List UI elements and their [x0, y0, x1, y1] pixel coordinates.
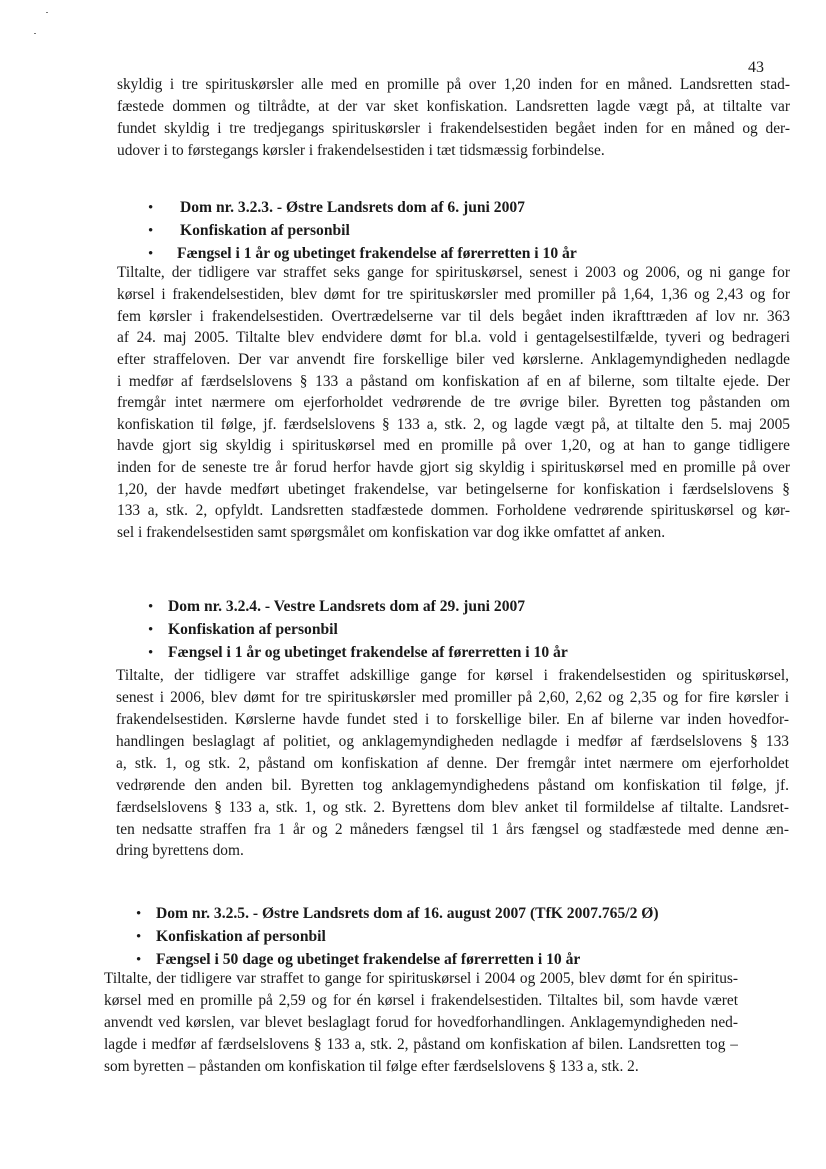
- page-number: 43: [748, 59, 764, 76]
- case-bullet-heading: Konfiskation af personbil: [180, 221, 350, 239]
- paragraph-line: havde gjort sig skyldig i spirituskørsel med en promille på over 1,20, og at han to gange tidligere: [117, 437, 790, 454]
- paragraph-line: skyldig i tre spirituskørsler alle med en promille på over 1,20 inden for en måned. Landsretten stad-: [117, 76, 790, 93]
- bullet-icon: •: [148, 200, 154, 216]
- paragraph-line: kørsel i frakendelsestiden, blev dømt for tre spirituskørsler med promiller på 1,64, 1,36 og 2,43 og for: [117, 286, 790, 303]
- paragraph-line: Tiltalte, der tidligere var straffet seks gange for spirituskørsel, senest i 2003 og 2006, og ni gange for: [117, 264, 790, 281]
- bullet-icon: •: [136, 906, 142, 922]
- case-bullet-heading: Konfiskation af personbil: [156, 927, 326, 945]
- paragraph-line: som byretten – påstanden om konfiskation til følge efter færdselslovens § 133 a, stk. 2.: [104, 1058, 639, 1075]
- paragraph-line: fæstede dommen og tiltrådte, at der var sket konfiskation. Landsretten lagde vægt på, at tiltalte var: [117, 98, 790, 115]
- paragraph-line: konfiskation til følge, jf. færdselslovens § 133 a, stk. 2, og lagde vægt på, at tiltalte den 5. maj 2005: [117, 416, 790, 433]
- paragraph-line: fem kørsler i frakendelsestiden. Overtrædelserne var til dels begået inden ikrafttræden af lov nr. 363: [117, 308, 790, 325]
- paragraph-line: Tiltalte, der tidligere var straffet adskillige gange for kørsel i frakendelsestiden og spirituskørsel,: [116, 667, 789, 684]
- paragraph-line: dring byrettens dom.: [116, 842, 244, 859]
- bullet-icon: •: [148, 222, 154, 239]
- paragraph-line: inden for de seneste tre år forud herfor havde gjort sig skyldig i spirituskørsel med en promille på over: [117, 459, 790, 476]
- bullet-icon: •: [148, 644, 154, 661]
- case-bullet-heading: Dom nr. 3.2.4. - Vestre Landsrets dom af 29. juni 2007: [168, 598, 526, 615]
- paragraph-line: kørsel med en promille på 2,59 og for én kørsel i frakendelsestiden. Tiltaltes bil, som havde været: [104, 992, 738, 1009]
- paragraph-line: færdselslovens § 133 a, stk. 1, og stk. 2. Byrettens dom blev anket til formildelse af tiltalte. Landsret-: [116, 799, 789, 816]
- paragraph-line: lagde i medfør af færdselslovens § 133 a, stk. 2, påstand om konfiskation af bilen. Landsretten tog –: [104, 1036, 738, 1053]
- scan-speck: [46, 12, 48, 13]
- case-bullet-heading: Fængsel i 50 dage og ubetinget frakendelse af førerretten i 10 år: [156, 950, 581, 968]
- paragraph-line: fremgår intet nærmere om ejerforholdet vedrørende de tre øvrige biler. Byretten tog påstanden om: [117, 394, 790, 411]
- bullet-icon: •: [136, 928, 142, 945]
- paragraph-line: vedrørende den anden bil. Byretten tog anklagemyndighedens påstand om konfiskation til følge, jf.: [116, 777, 789, 794]
- paragraph-line: handlingen beslaglagt af politiet, og anklagemyndigheden nedlagde i medfør af færdselslovens § 133: [116, 733, 789, 750]
- case-bullet-heading: Fængsel i 1 år og ubetinget frakendelse af førerretten i 10 år: [177, 244, 577, 262]
- paragraph-line: efter straffeloven. Der var anvendt fire forskellige biler ved kørslerne. Anklagemyndigheden nedlagde: [117, 351, 790, 368]
- bullet-icon: •: [136, 951, 142, 968]
- paragraph-line: 1,20, der havde medført ubetinget frakendelse, var betingelserne for konfiskation i færdselslovens §: [117, 481, 790, 498]
- case-bullet-heading: Dom nr. 3.2.3. - Østre Landsrets dom af 6. juni 2007: [180, 199, 525, 216]
- paragraph-line: frakendelsestiden. Kørslerne havde fundet sted i to forskellige biler. En af bilerne var inden hovedfor-: [116, 711, 789, 728]
- paragraph-line: i medfør af færdselslovens § 133 a påstand om konfiskation af en af bilerne, som tiltalte ejede. Der: [117, 373, 790, 390]
- bullet-icon: •: [148, 599, 154, 615]
- paragraph-line: anvendt ved kørslen, var blevet beslaglagt forud for hovedforhandlingen. Anklagemyndigheden ned-: [104, 1014, 738, 1031]
- bullet-icon: •: [148, 621, 154, 638]
- case-bullet-heading: Fængsel i 1 år og ubetinget frakendelse af førerretten i 10 år: [168, 643, 568, 661]
- paragraph-line: udover i to førstegangs kørsler i frakendelsestiden i tæt tidsmæssig forbindelse.: [117, 142, 605, 159]
- paragraph-line: sel i frakendelsestiden samt spørgsmålet om konfiskation var dog ikke omfattet af anken.: [117, 524, 666, 541]
- paragraph-line: ten nedsatte straffen fra 1 år og 2 måneders fængsel til 1 års fængsel og stadfæstede med denne æn-: [116, 821, 789, 838]
- case-bullet-heading: Konfiskation af personbil: [168, 620, 338, 638]
- paragraph-line: a, stk. 1, og stk. 2, påstand om konfiskation af denne. Der fremgår intet nærmere om ejerforholdet: [116, 755, 789, 772]
- paragraph-line: fundet skyldig i tre tredjegangs spirituskørsler i frakendelsestiden begået inden for en måned og der-: [117, 120, 790, 137]
- paragraph-line: 133 a, stk. 2, opfyldt. Landsretten stadfæstede dommen. Forholdene vedrørende spirituskørsel og kør-: [117, 502, 790, 519]
- case-bullet-heading: Dom nr. 3.2.5. - Østre Landsrets dom af 16. august 2007 (TfK 2007.765/2 Ø): [156, 905, 659, 922]
- paragraph-line: Tiltalte, der tidligere var straffet to gange for spirituskørsel i 2004 og 2005, blev dømt for én spiritus-: [104, 970, 738, 987]
- paragraph-line: senest i 2006, blev dømt for tre spirituskørsler med promiller på 2,60, 2,62 og 2,35 og for fire kørsler i: [116, 689, 789, 706]
- paragraph-line: af 24. maj 2005. Tiltalte blev endvidere dømt for bl.a. vold i gentagelsestilfælde, tyveri og bedrageri: [117, 329, 790, 346]
- bullet-icon: •: [148, 245, 154, 262]
- scan-speck: [34, 33, 36, 34]
